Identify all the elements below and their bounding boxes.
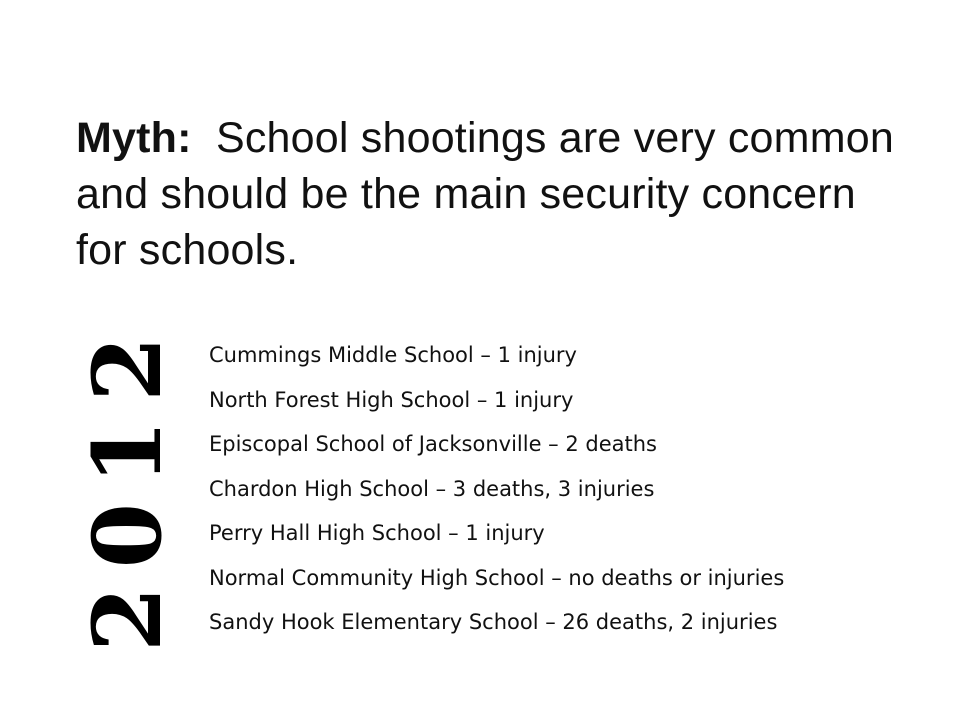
list-item: Episcopal School of Jacksonville – 2 deaths [209, 432, 657, 456]
list-item: Cummings Middle School – 1 injury [209, 343, 577, 367]
myth-label: Myth: [76, 114, 192, 162]
year-label: 2012 [73, 318, 183, 652]
list-item: Sandy Hook Elementary School – 26 deaths, 2 injuries [209, 610, 778, 634]
incident-list [209, 333, 784, 645]
myth-statement: School shootings are very common and should be the main security concern for schools. [76, 114, 894, 274]
list-item: Chardon High School – 3 deaths, 3 injuries [209, 476, 655, 501]
slide-title [76, 110, 896, 278]
list-item: Normal Community High School – no deaths or injuries [209, 565, 785, 590]
list-item: Perry Hall High School – 1 injury [209, 521, 545, 545]
list-item: North Forest High School – 1 injury [209, 387, 574, 412]
